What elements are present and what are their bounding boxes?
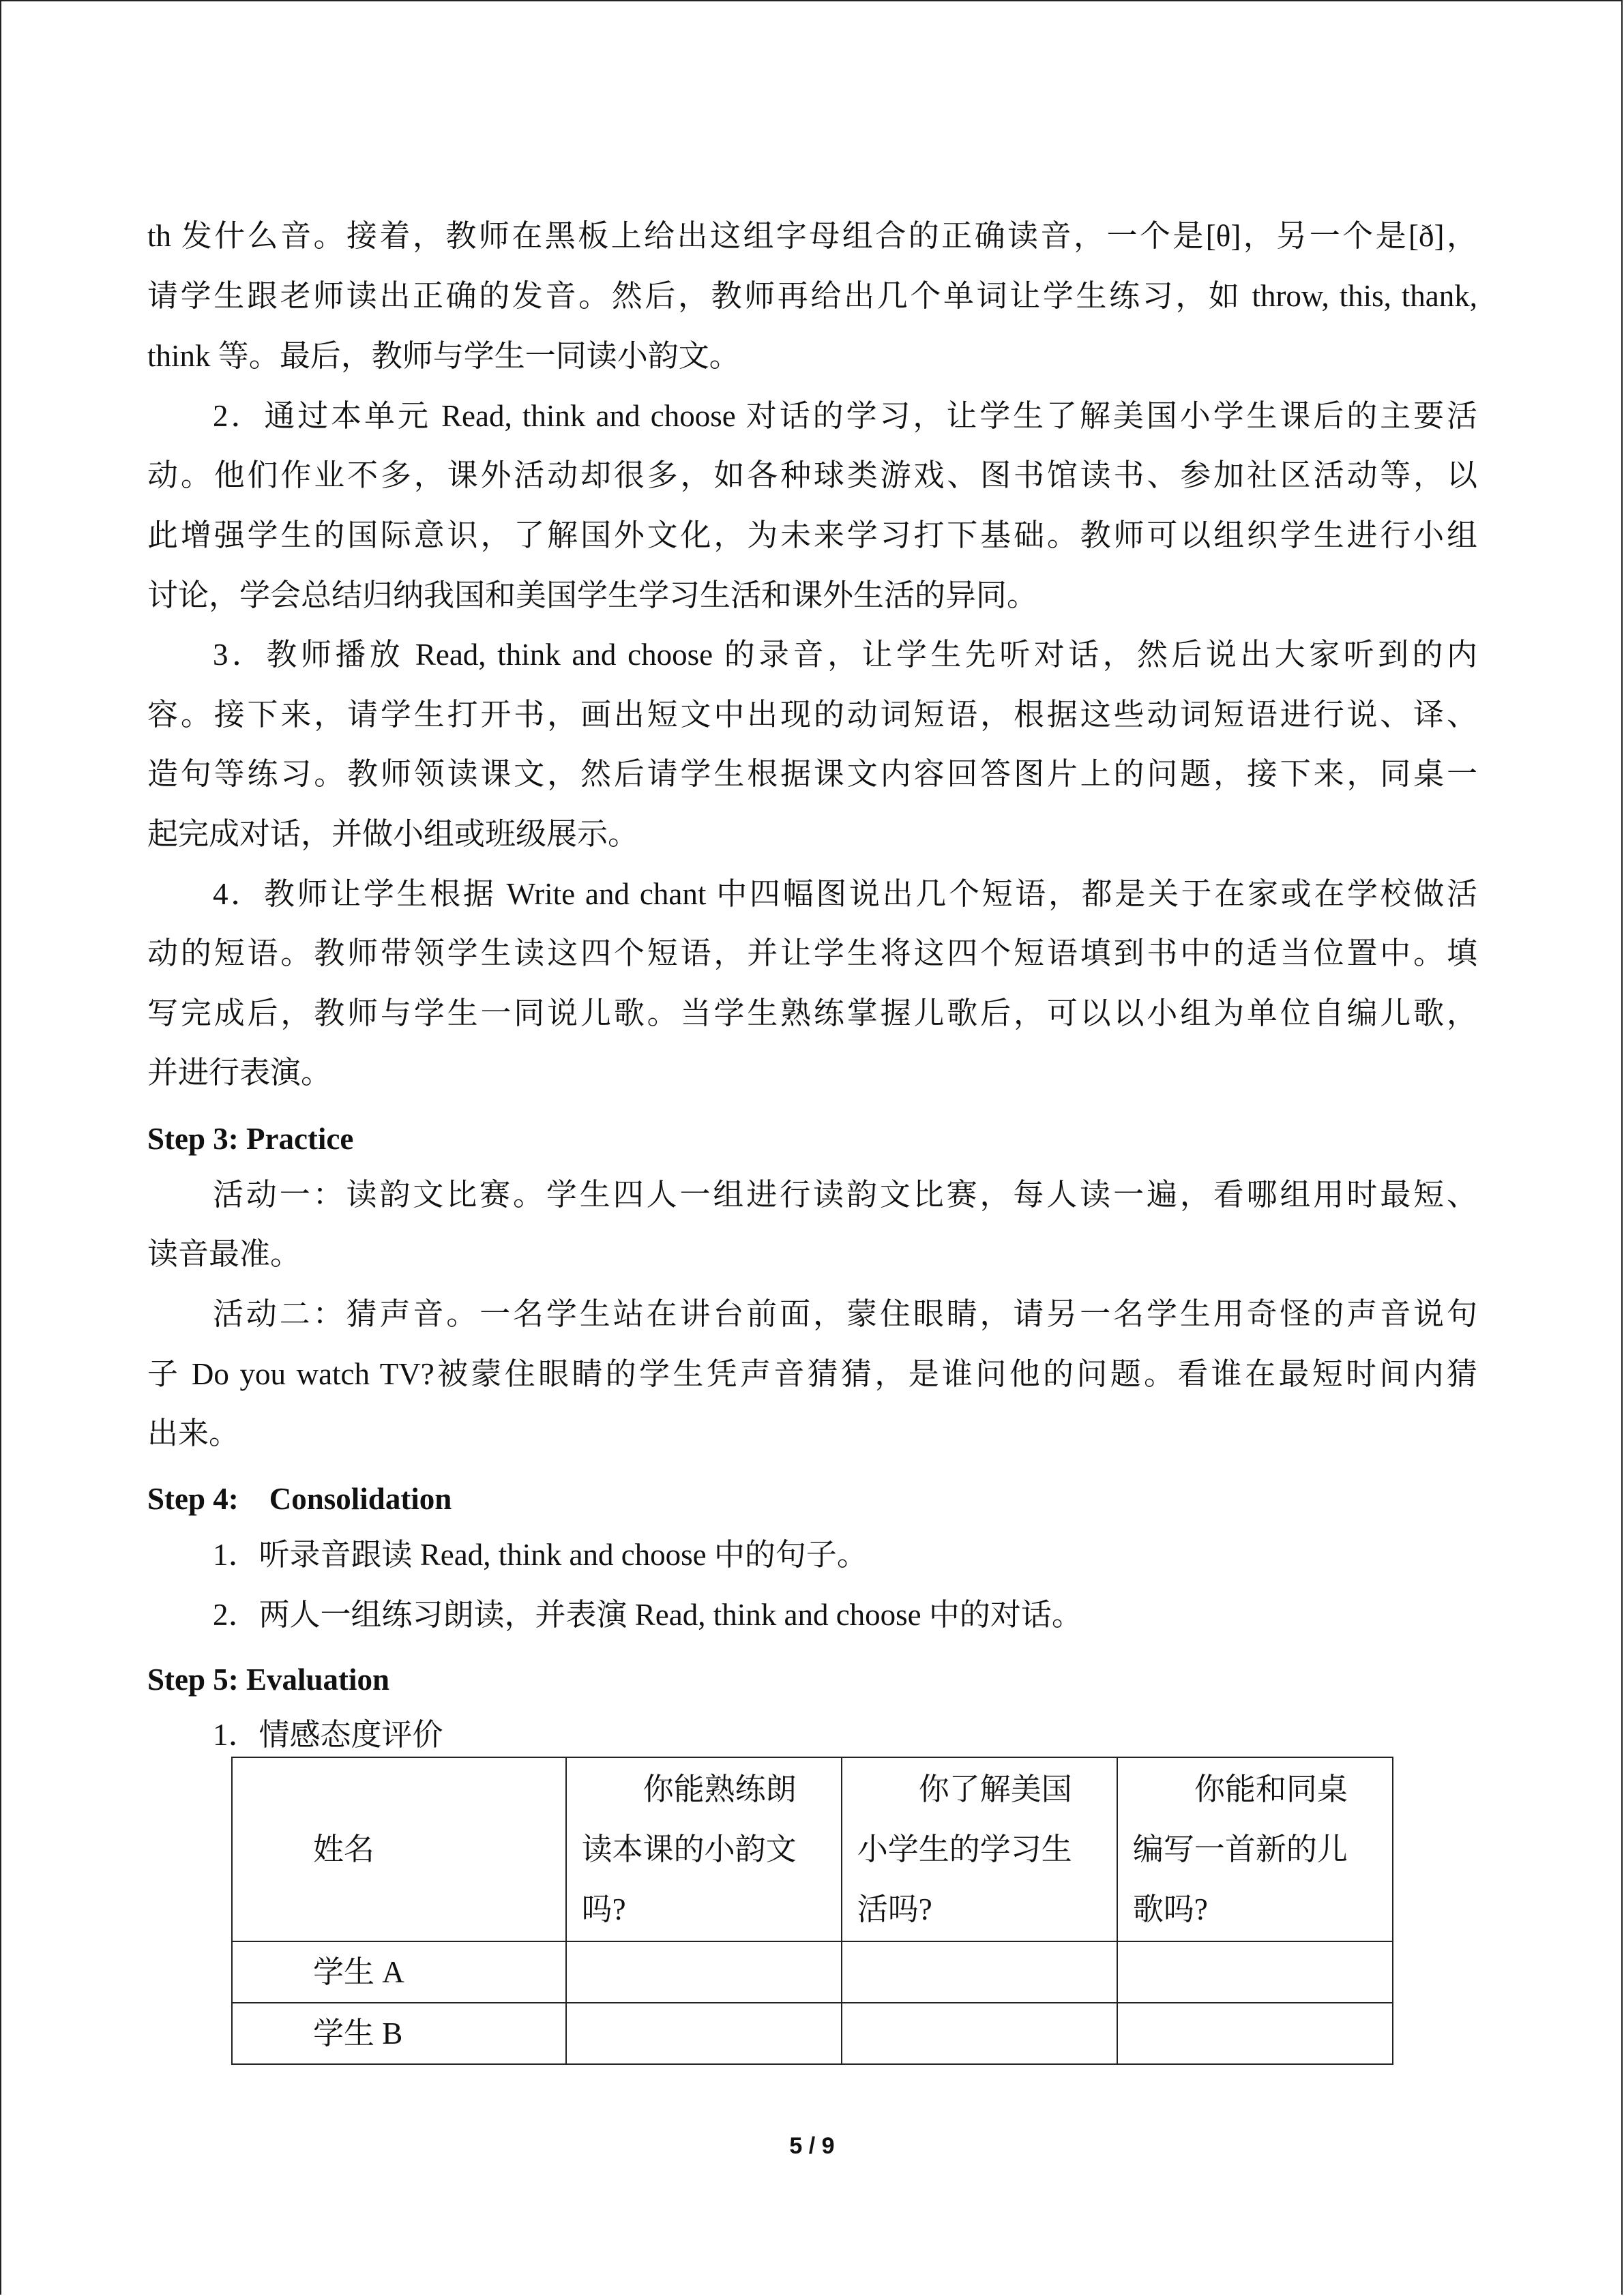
table-header-row [232, 1757, 1393, 1941]
paragraph-line: 2．两人一组练习朗读，并表演 Read, think and choose 中的对话。 [213, 1598, 1082, 1632]
header-cell-text: 你能熟练朗读本课的小韵文吗? [581, 1772, 797, 1926]
table-cell: 学生 A [232, 1941, 566, 2003]
paragraph-line: 讨论，学会总结归纳我国和美国学生学习生活和课外生活的异同。 [147, 578, 1038, 612]
paragraph-line: 3．教师播放 Read, think and choose 的录音，让学生先听对话，然后说出大家听到的内 [213, 638, 1477, 672]
table-row [232, 2003, 1393, 2064]
paragraph-line: 4．教师让学生根据 Write and chant 中四幅图说出几个短语，都是关于在家或在学校做活 [213, 877, 1477, 911]
paragraph-line: th 发什么音。接着，教师在黑板上给出这组字母组合的正确读音，一个是[θ]，另一个是[ð]， [147, 219, 1477, 253]
header-cell [566, 1757, 842, 1941]
table-cell [842, 2003, 1117, 2064]
table-cell [566, 2003, 842, 2064]
paragraph-line: 读音最准。 [147, 1237, 301, 1271]
table-cell: 学生 B [232, 2003, 566, 2064]
table-cell [566, 1941, 842, 2003]
paragraph-line: 容。接下来，请学生打开书，画出短文中出现的动词短语，根据这些动词短语进行说、译、 [147, 698, 1477, 732]
paragraph-line: 并进行表演。 [147, 1056, 332, 1090]
paragraph-line: 子 Do you watch TV?被蒙住眼睛的学生凭声音猜猜，是谁问他的问题。看谁在最短时间内猜 [147, 1357, 1477, 1391]
header-cell-text: 你了解美国小学生的学习生活吗? [857, 1772, 1072, 1926]
paragraph-line: 此增强学生的国际意识，了解国外文化，为未来学习打下基础。教师可以组织学生进行小组 [147, 518, 1477, 552]
table-cell [1117, 1941, 1393, 2003]
page-number: 5 / 9 [789, 2133, 835, 2159]
evaluation-table [231, 1757, 1393, 2065]
paragraph-line: 造句等练习。教师领读课文，然后请学生根据课文内容回答图片上的问题，接下来，同桌一 [147, 757, 1477, 791]
paragraph-line: 动。他们作业不多，课外活动却很多，如各种球类游戏、图书馆读书、参加社区活动等，以 [147, 458, 1477, 492]
paragraph-line: think 等。最后，教师与学生一同读小韵文。 [147, 339, 740, 373]
paragraph-line: 2．通过本单元 Read, think and choose 对话的学习，让学生了解美国小学生课后的主要活 [213, 399, 1477, 433]
paragraph-line: 起完成对话，并做小组或班级展示。 [147, 817, 639, 851]
paragraph-line: 动的短语。教师带领学生读这四个短语，并让学生将这四个短语填到书中的适当位置中。填 [147, 936, 1477, 970]
header-cell: 姓名 [232, 1757, 566, 1941]
section-heading: Step 4: Consolidation [147, 1482, 452, 1516]
paragraph-line: 1．听录音跟读 Read, think and choose 中的句子。 [213, 1538, 868, 1572]
paragraph-line: 1．情感态度评价 [213, 1718, 443, 1752]
section-heading: Step 3: Practice [147, 1122, 354, 1156]
header-cell-text: 你能和同桌编写一首新的儿歌吗? [1132, 1772, 1348, 1926]
paragraph-line: 请学生跟老师读出正确的发音。然后，教师再给出几个单词让学生练习，如 throw, this, thank, [147, 279, 1477, 313]
table-row [232, 1941, 1393, 2003]
section-heading: Step 5: Evaluation [147, 1663, 390, 1697]
header-cell [842, 1757, 1117, 1941]
paragraph-line: 出来。 [147, 1416, 240, 1450]
paragraph-line: 活动二：猜声音。一名学生站在讲台前面，蒙住眼睛，请另一名学生用奇怪的声音说句 [213, 1297, 1477, 1331]
paragraph-line: 活动一：读韵文比赛。学生四人一组进行读韵文比赛，每人读一遍，看哪组用时最短、 [213, 1178, 1477, 1212]
paragraph-line: 写完成后，教师与学生一同说儿歌。当学生熟练掌握儿歌后，可以以小组为单位自编儿歌， [147, 996, 1477, 1030]
table-cell [1117, 2003, 1393, 2064]
table-cell [842, 1941, 1117, 2003]
header-cell [1117, 1757, 1393, 1941]
